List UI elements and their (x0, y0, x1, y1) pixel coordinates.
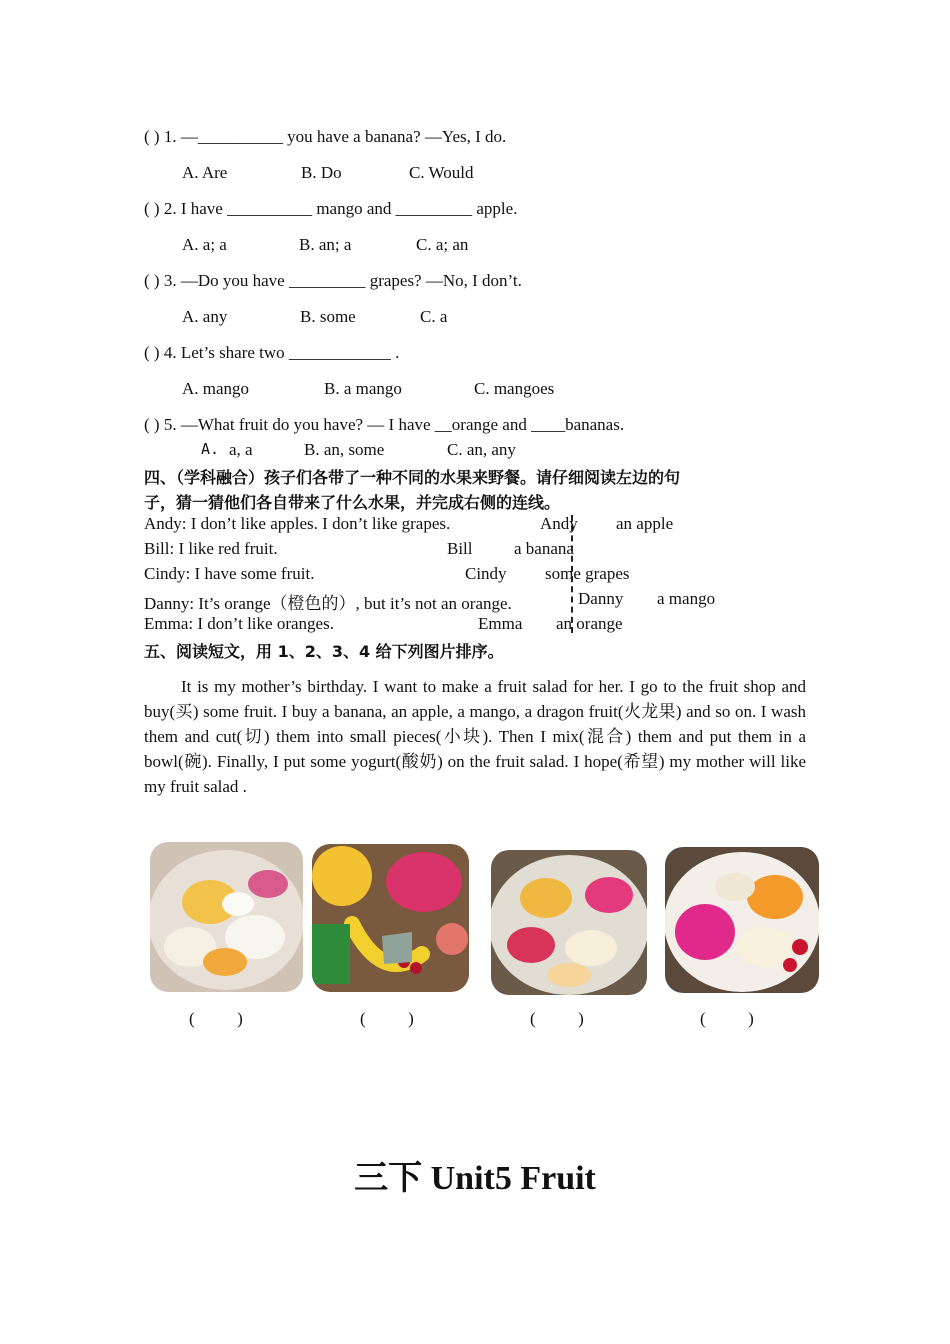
section-4-heading-line2: 子，猜一猜他们各自带来了什么水果，并完成右侧的连线。 (144, 493, 561, 512)
question-3-option-c: C. a (420, 307, 448, 326)
question-2-stem: ( ) 2. I have __________ mango and _________ apple. (144, 199, 518, 218)
answer-blank-3[interactable]: ( ) (530, 1009, 584, 1028)
name-emma: Emma (478, 614, 523, 633)
question-3-stem: ( ) 3. —Do you have _________ grapes? —No, I don’t. (144, 271, 522, 290)
question-1-option-a: A. Are (182, 163, 228, 182)
photo-whole-fruits (312, 844, 469, 992)
section-4-heading-line1: 四、（学科融合）孩子们各带了一种不同的水果来野餐。请仔细阅读左边的句 (144, 468, 681, 487)
fruit-banana: a banana (514, 539, 574, 558)
question-5-option-b: B. an, some (304, 440, 385, 459)
page-title: 三下 Unit5 Fruit (354, 1160, 596, 1197)
question-4-option-a: A. mango (182, 379, 250, 398)
fruit-mango: a mango (657, 589, 716, 608)
name-danny: Danny (578, 589, 624, 608)
clue-bill: Bill: I like red fruit. (144, 539, 278, 558)
question-3-option-b: B. some (300, 307, 356, 326)
question-4-stem: ( ) 4. Let’s share two ____________ . (144, 343, 400, 362)
fruit-orange: an orange (556, 614, 623, 633)
clue-andy: Andy: I don’t like apples. I don’t like grapes. (144, 514, 451, 533)
question-2-option-a: A. a; a (182, 235, 227, 254)
question-4-option-c: C. mangoes (474, 379, 555, 398)
question-1-option-b: B. Do (301, 163, 342, 182)
question-5-option-a: a, a (229, 440, 253, 459)
photo-fruit-plate (665, 847, 819, 993)
question-1-option-c: C. Would (409, 163, 474, 182)
question-1-stem: ( ) 1. —__________ you have a banana? —Yes, I do. (144, 127, 507, 146)
name-andy: Andy (540, 514, 578, 533)
clue-danny: Danny: It’s orange（橙色的）, but it’s not an orange. (144, 594, 512, 613)
name-cindy: Cindy (465, 564, 507, 583)
question-5-option-a-letter: A. (201, 440, 220, 458)
clue-cindy: Cindy: I have some fruit. (144, 564, 315, 583)
question-4-option-b: B. a mango (324, 379, 402, 398)
answer-blank-2[interactable]: ( ) (360, 1009, 414, 1028)
fruit-grapes: some grapes (545, 564, 630, 583)
question-5-option-c: C. an, any (447, 440, 516, 459)
question-2-option-b: B. an; a (299, 235, 352, 254)
fruit-apple: an apple (616, 514, 674, 533)
photo-cut-fruits-bowl (491, 850, 647, 995)
answer-blank-1[interactable]: ( ) (189, 1009, 243, 1028)
clue-emma: Emma: I don’t like oranges. (144, 614, 334, 633)
name-bill: Bill (447, 539, 473, 558)
reading-passage: It is my mother’s birthday. I want to make a fruit salad for her. I go to the fruit shop and buy(买) some fruit. I buy a banana, an apple, a mango, a dragon fruit(火龙果) and so on. I wash them and cut(切) them into small pieces(小块). Then I mix(混合) them and put them in a bowl(碗). Finally, I put some yogurt(酸奶) on the fruit salad. I hope(希望) my mother will like my fruit salad . (144, 677, 806, 796)
question-3-option-a: A. any (182, 307, 228, 326)
section-5-heading: 五、阅读短文，用 1、2、3、4 给下列图片排序。 (144, 642, 504, 661)
question-5-stem: ( ) 5. —What fruit do you have? — I have __orange and ____bananas. (144, 415, 625, 434)
photo-yogurt-salad (150, 842, 303, 992)
matching-divider (571, 515, 573, 633)
answer-blank-4[interactable]: ( ) (700, 1009, 754, 1028)
question-2-option-c: C. a; an (416, 235, 469, 254)
